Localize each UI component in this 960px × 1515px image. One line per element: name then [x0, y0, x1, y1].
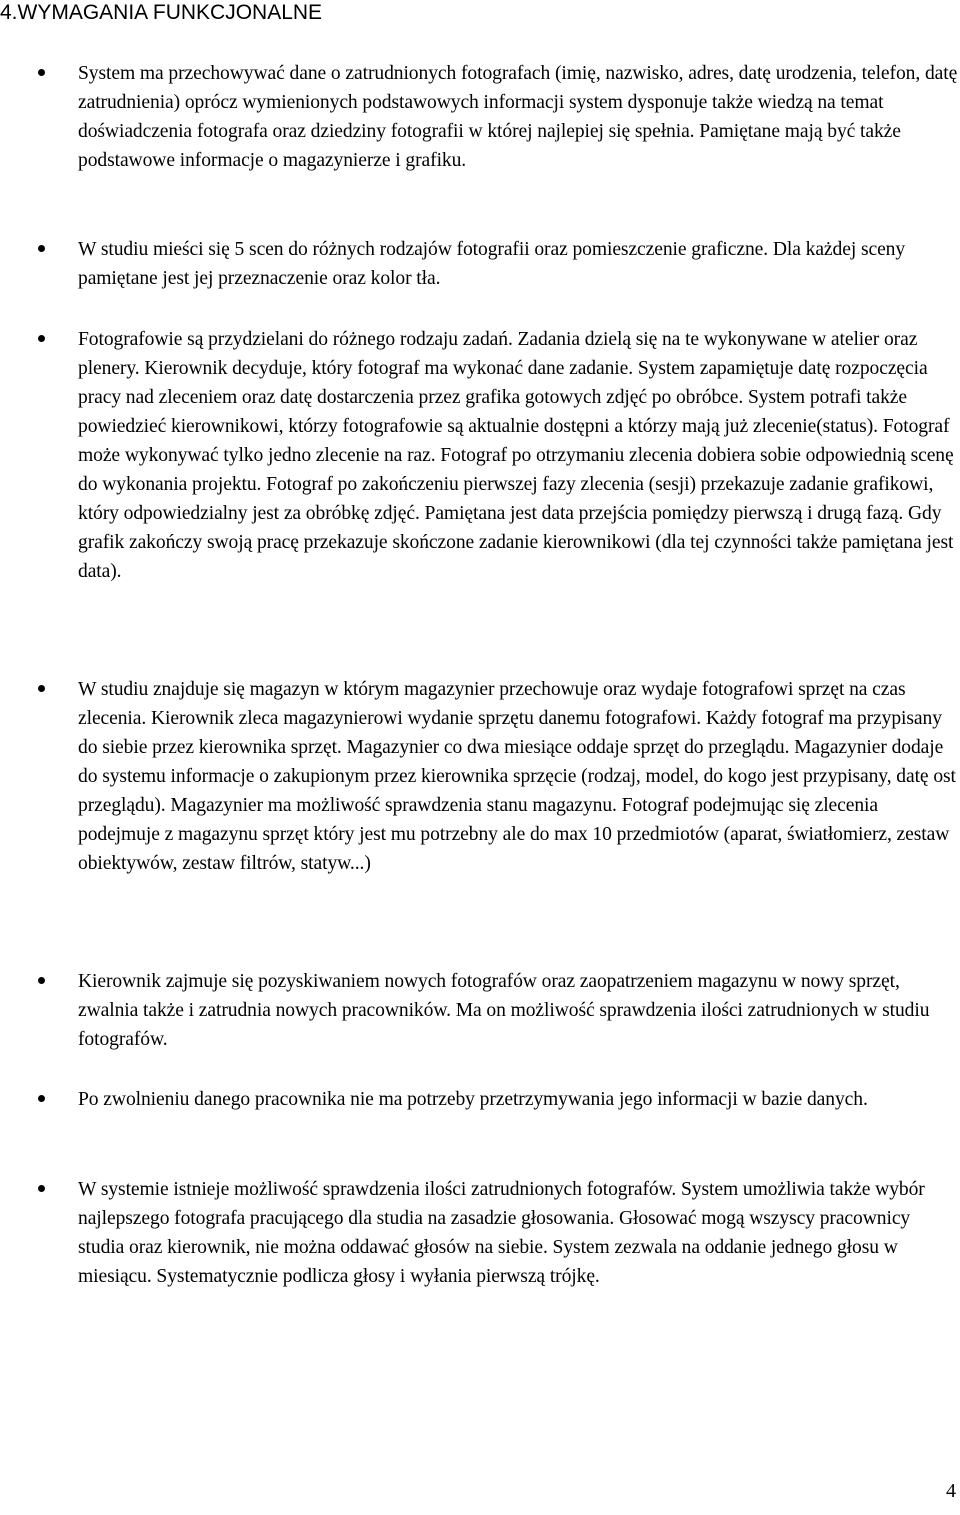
bullet-icon: [38, 335, 45, 342]
bullet-icon: [38, 977, 45, 984]
bullet-icon: [38, 685, 45, 692]
list-item-text: W studiu mieści się 5 scen do różnych rodzajów fotografii oraz pomieszczenie graficzne. Dla każdej sceny pamiętane jest jej przeznaczenie oraz kolor tła.: [78, 239, 906, 289]
bullet-icon: [38, 245, 45, 252]
list-item-text: W systemie istnieje możliwość sprawdzenia ilości zatrudnionych fotografów. System umożliwia także wybór najlepszego fotografa pracującego dla studia na zasadzie głosowania. Głosować mogą wszyscy pracownicy studia oraz kierownik, nie można oddawać głosów na siebie. System zezwala na oddanie jednego głosu w miesiącu. Systematycznie podlicza głosy i wyłania pierwszą trójkę.: [78, 1179, 925, 1287]
bullet-icon: [38, 69, 45, 76]
list-item-text: Po zwolnieniu danego pracownika nie ma potrzeby przetrzymywania jego informacji w bazie danych.: [78, 1089, 868, 1110]
section-heading: 4.WYMAGANIA FUNKCJONALNE: [0, 1, 323, 24]
bullet-icon: [38, 1095, 45, 1102]
list-item-text: Kierownik zajmuje się pozyskiwaniem nowych fotografów oraz zaopatrzeniem magazynu w nowy sprzęt, zwalnia także i zatrudnia nowych pracowników. Ma on możliwość sprawdzenia ilości zatrudnionych w studiu fotografów.: [78, 971, 930, 1050]
list-item-text: Fotografowie są przydzielani do różnego rodzaju zadań. Zadania dzielą się na te wykonywane w atelier oraz plenery. Kierownik decyduje, który fotograf ma wykonać dane zadanie. System zapamiętuje datę rozpoczęcia pracy nad zleceniem oraz datę dostarczenia przez grafika gotowych zdjęć po obróbce. System potrafi także powiedzieć kierownikowi, którzy fotografowie są aktualnie dostępni a którzy mają już zlecenie(status). Fotograf może wykonywać tylko jedno zlecenie na raz. Fotograf po otrzymaniu zlecenia dobiera sobie odpowiednią scenę do wykonania projektu. Fotograf po zakończeniu pierwszej fazy zlecenia (sesji) przekazuje zadanie grafikowi, który odpowiedzialny jest za obróbkę zdjęć. Pamiętana jest data przejścia pomiędzy pierwszą i drugą fazą. Gdy grafik zakończy swoją pracę przekazuje skończone zadanie kierownikowi (dla tej czynności także pamiętana jest data).: [78, 329, 954, 582]
bullet-icon: [38, 1185, 45, 1192]
list-item-text: System ma przechowywać dane o zatrudnionych fotografach (imię, nazwisko, adres, datę urodzenia, telefon, datę zatrudnienia) oprócz wymienionych podstawowych informacji system dysponuje także wiedzą na temat doświadczenia fotografa oraz dziedziny fotografii w której najlepiej się spełnia. Pamiętane mają być także podstawowe informacje o magazynierze i grafiku.: [78, 63, 958, 171]
page-number: 4: [946, 1480, 956, 1502]
list-item-text: W studiu znajduje się magazyn w którym magazynier przechowuje oraz wydaje fotografowi sprzęt na czas zlecenia. Kierownik zleca magazynierowi wydanie sprzętu danemu fotografowi. Każdy fotograf ma przypisany do siebie przez kierownika sprzęt. Magazynier co dwa miesiące oddaje sprzęt do przeglądu. Magazynier dodaje do systemu informacje o zakupionym przez kierownika sprzęcie (rodzaj, model, do kogo jest przypisany, datę ost przeglądu). Magazynier ma możliwość sprawdzenia stanu magazynu. Fotograf podejmując się zlecenia podejmuje z magazynu sprzęt który jest mu potrzebny ale do max 10 przedmiotów (aparat, światłomierz, zestaw obiektywów, zestaw filtrów, statyw...): [78, 679, 956, 874]
